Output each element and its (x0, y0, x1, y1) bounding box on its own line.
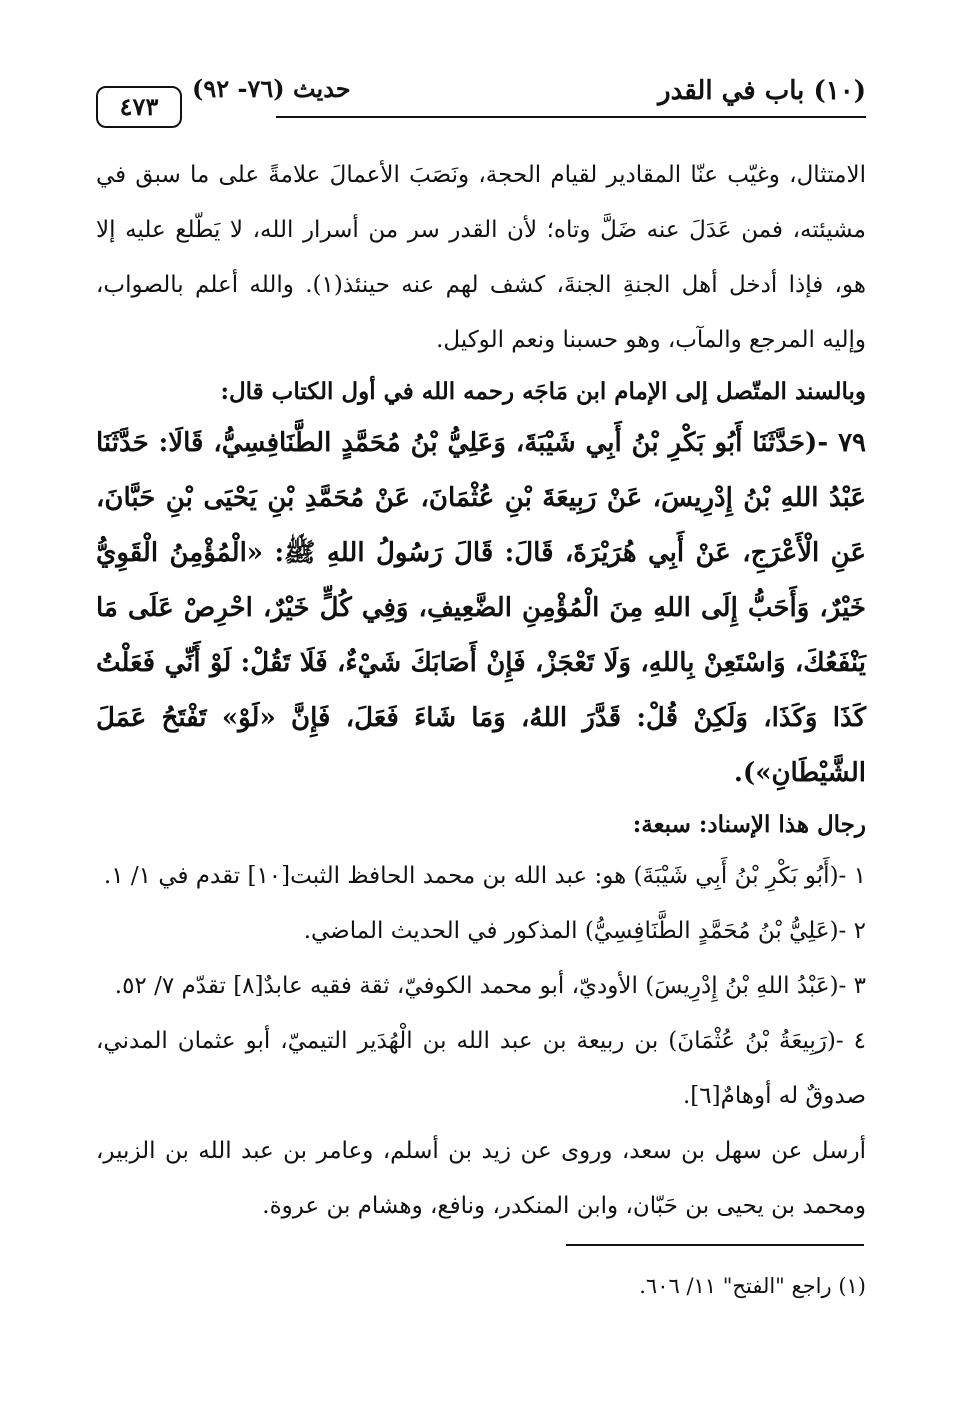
header-rule (276, 116, 866, 118)
narrator-entry-2: ٢ -(عَلِيُّ بْنُ مُحَمَّدٍ الطَّنَافِسِيُّ) المذكور في الحديث الماضي. (303, 918, 866, 944)
narrator-entry-4: ٤ -(رَبِيعَةُ بْنُ عُثْمَانَ) بن ربيعة بن عبد الله بن الْهُدَير التيميّ، أبو عثمان المدني، صدوقٌ له أوهامٌ[٦]. (96, 1028, 866, 1109)
footnote: (١) راجع "الفتح" ١١/ ٦٠٦. (639, 1274, 866, 1298)
body-text (96, 148, 866, 1234)
hadith-text: ٧٩ -(حَدَّثَنَا أَبُو بَكْرِ بْنُ أَبِي شَيْبَةَ، وَعَلِيُّ بْنُ مُحَمَّدٍ الطَّنَافِسِيُّ، قَالَا: حَدَّثَنَا عَبْدُ اللهِ بْنُ إِدْرِيسَ، عَنْ رَبِيعَةَ بْنِ عُثْمَانَ، عَنْ مُحَمَّدِ بْنِ يَحْيَى بْنِ حَبَّانَ، عَنِ الْأَعْرَجِ، عَنْ أَبِي هُرَيْرَةَ، قَالَ: قَالَ رَسُولُ اللهِ ﷺ: «الْمُؤْمِنُ الْقَوِيُّ خَيْرٌ، وَأَحَبُّ إِلَى اللهِ مِنَ الْمُؤْمِنِ الضَّعِيفِ، وَفِي كُلٍّ خَيْرٌ، احْرِصْ عَلَى مَا يَنْفَعُكَ، وَاسْتَعِنْ بِاللهِ، وَلَا تَعْجَزْ، فَإِنْ أَصَابَكَ شَيْءٌ، فَلَا تَقُلْ: لَوْ أَنِّي فَعَلْتُ كَذَا وَكَذَا، وَلَكِنْ قُلْ: قَدَّرَ اللهُ، وَمَا شَاءَ فَعَلَ، فَإِنَّ «لَوْ» تَفْتَحُ عَمَلَ الشَّيْطَانِ»). (96, 428, 866, 788)
commentary-paragraph: الامتثال، وغيّب عنّا المقادير لقيام الحجة، ونَصَبَ الأعمالَ علامةً على ما سبق في مشيئته، فمن عَدَلَ عنه ضَلَّ وتاه؛ لأن القدر سر من أسرار الله، لا يَطّلع عليه إلا هو، فإذا أدخل أهل الجنةِ الجنةَ، كشف لهم عنه حينئذ(١). والله أعلم بالصواب، وإليه المرجع والمآب، وهو حسبنا ونعم الوكيل. (96, 162, 866, 353)
narrator-entry-3: ٣ -(عَبْدُ اللهِ بْنُ إِدْرِيسَ) الأوديّ، أبو محمد الكوفيّ، ثقة فقيه عابدٌ[٨] تقدّم ٧/ ٥٢. (114, 973, 866, 999)
hadith-range: حديث (٧٦- ٩٢) (192, 74, 351, 103)
narrator-details-paragraph: أرسل عن سهل بن سعد، وروى عن زيد بن أسلم، وعامر بن عبد الله بن الزبير، ومحمد بن يحيى بن حَبّان، وابن المنكدر، ونافع، وهشام بن عروة. (96, 1138, 866, 1219)
page-number: ٤٧٣ (96, 86, 182, 128)
page-header (96, 70, 866, 120)
rijal-heading: رجال هذا الإسناد: سبعة: (632, 811, 866, 838)
narrator-entry-1: ١ -(أَبُو بَكْرِ بْنُ أَبِي شَيْبَةَ) هو: عبد الله بن محمد الحافظ الثبت[١٠] تقدم في ١/ ١. (103, 863, 866, 889)
footnote-rule (566, 1244, 864, 1246)
isnad-heading: وبالسند المتّصل إلى الإمام ابن مَاجَه رحمه الله في أول الكتاب قال: (220, 378, 866, 405)
chapter-title: (١٠) باب في القدر (658, 76, 866, 106)
